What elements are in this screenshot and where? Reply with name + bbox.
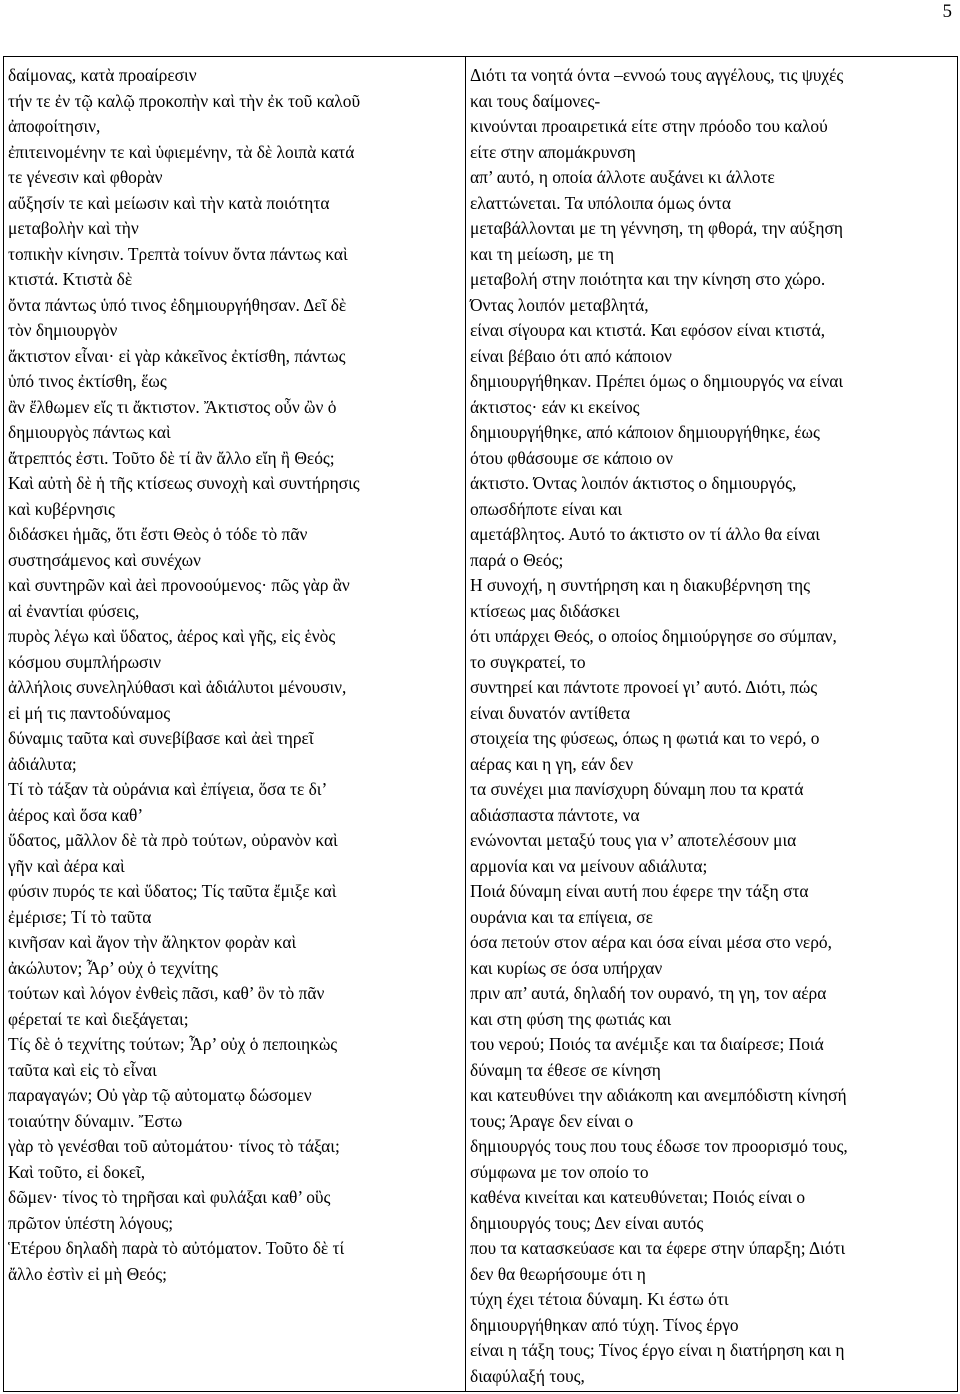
modern-text-line: κτίσεως μας διδάσκει — [470, 600, 620, 621]
ancient-text-line: δῶμεν· τίνος τὸ τηρῆσαι καὶ φυλάξαι καθ’ οὓς — [8, 1187, 331, 1207]
page-number: 5 — [942, 1, 952, 22]
modern-text-line: Όντας λοιπόν μεταβλητά, — [470, 294, 649, 315]
ancient-text-line: τε γένεσιν καὶ φθορὰν — [8, 167, 163, 187]
modern-text-line: απ’ αυτό, η οποία άλλοτε αυξάνει κι άλλοτε — [470, 167, 775, 187]
ancient-text-line: τήν τε ἐν τῷ καλῷ προκοπὴν καὶ τὴν ἐκ τοῦ καλοῦ — [8, 90, 361, 111]
ancient-text-line: πρῶτον ὑπέστη λόγους; — [8, 1212, 174, 1233]
ancient-greek-column — [4, 57, 466, 1391]
modern-text-line: δημιουργήθηκαν από τύχη. Τίνος έργο — [470, 1314, 739, 1335]
modern-text-line: πριν απ’ αυτά, δηλαδή τον ουρανό, τη γη, τον αέρα — [470, 983, 827, 1003]
ancient-text-line: μεταβολὴν καὶ τὴν — [8, 218, 139, 238]
modern-text-line: και τους δαίμονες- — [470, 90, 601, 111]
ancient-text-line: ἐμέρισε; Τί τὸ ταῦτα — [8, 906, 152, 927]
modern-text-line: αμετάβλητος. Αυτό το άκτιστο ον τί άλλο θα είναι — [470, 524, 820, 544]
ancient-text-line: Καὶ τοῦτο, εἰ δοκεῖ, — [8, 1161, 146, 1182]
modern-text-line: άκτιστο. Όντας λοιπόν άκτιστος ο δημιουργός, — [470, 473, 797, 493]
ancient-text-line: ἀδιάλυτα; — [8, 753, 77, 774]
ancient-text-line: εἰ μή τις παντοδύναμος — [8, 702, 171, 723]
modern-text-line: αδιάσπαστα πάντοτε, να — [470, 804, 640, 825]
ancient-text-line: ταῦτα καὶ εἰς τὸ εἶναι — [8, 1059, 157, 1080]
ancient-text-line: καὶ κυβέρνησις — [8, 498, 115, 519]
modern-text-line: Ποιά δύναμη είναι αυτή που έφερε την τάξη στα — [470, 881, 809, 901]
modern-text-line: μεταβολή στην ποιότητα και την κίνηση στο χώρο. — [470, 269, 826, 289]
ancient-text-line: τοιαύτην δύναμιν. Ἔστω — [8, 1110, 183, 1131]
modern-text-line: δημιουργήθηκαν. Πρέπει όμως ο δημιουργός να είναι — [470, 371, 843, 391]
modern-text-line: δύναμη τα έθεσε σε κίνηση — [470, 1059, 661, 1080]
ancient-text-line: ἀέρος καὶ ὅσα καθ’ — [8, 804, 144, 825]
modern-text-line: τα συνέχει μια πανίσχυρη δύναμη που τα κρατά — [470, 779, 804, 799]
modern-text-line: οπωσδήποτε είναι και — [470, 498, 623, 519]
ancient-text-line: Τίς δὲ ὁ τεχνίτης τούτων; Ἆρ’ οὐχ ὁ πεποιηκὼς — [8, 1034, 338, 1054]
modern-text-line: καθένα κινείται και κατευθύνεται; Ποιός είναι ο — [470, 1187, 806, 1207]
modern-text-line: συντηρεί και πάντοτε προνοεί γι’ αυτό. Διότι, πώς — [470, 677, 818, 697]
ancient-text-line: πυρὸς λέγω καὶ ὕδατος, ἀέρος καὶ γῆς, εἰς ἑνὸς — [8, 626, 336, 646]
modern-text-line: τύχη έχει τέτοια δύναμη. Κι έστω ότι — [470, 1289, 729, 1309]
modern-text-line: του νερού; Ποιός τα ανέμιξε και τα διαίρεσε; Ποιά — [470, 1034, 824, 1054]
modern-text-line: διαφύλαξή τους, — [470, 1365, 585, 1386]
ancient-text-line: ἄλλο ἐστὶν εἰ μὴ Θεός; — [8, 1263, 167, 1284]
ancient-text-line: ὑπό τινος ἐκτίσθη, ἕως — [8, 371, 167, 391]
ancient-text-line: τοπικὴν κίνησιν. Τρεπτὰ τοίνυν ὄντα πάντως καὶ — [8, 243, 348, 264]
modern-text-line: Διότι τα νοητά όντα –εννοώ τους αγγέλους, τις ψυχές — [470, 65, 844, 85]
modern-text-line: είναι η τάξη τους; Τίνος έργο είναι η διατήρηση και η — [470, 1340, 845, 1360]
ancient-text-line: δύναμις ταῦτα καὶ συνεβίβασε καὶ ἀεὶ τηρεῖ — [8, 728, 314, 748]
modern-text-line: ελαττώνεται. Τα υπόλοιπα όμως όντα — [470, 192, 731, 213]
modern-text-line: δημιουργήθηκε, από κάποιον δημιουργήθηκε, έως — [470, 422, 820, 442]
modern-text-line: άκτιστος· εάν κι εκείνος — [470, 396, 640, 417]
ancient-text-line: κινῆσαν καὶ ἄγον τὴν ἄληκτον φορὰν καὶ — [8, 932, 297, 952]
modern-text-line: Η συνοχή, η συντήρηση και η διακυβέρνηση της — [470, 575, 811, 595]
ancient-text-line: κτιστά. Κτιστὰ δὲ — [8, 269, 133, 289]
ancient-text-line: ἂν ἔλθωμεν εἴς τι ἄκτιστον. Ἄκτιστος οὖν ὢν ὁ — [8, 396, 337, 417]
modern-text-line: ουράνια και τα επίγεια, σε — [470, 906, 653, 927]
ancient-text-line: ὄντα πάντως ὑπό τινος ἐδημιουργήθησαν. Δεῖ δὲ — [8, 294, 347, 315]
modern-text-line: το συγκρατεί, το — [470, 651, 586, 672]
modern-text-line: κινούνται προαιρετικά είτε στην πρόοδο του καλού — [470, 116, 828, 136]
modern-text-line: ενώνονται μεταξύ τους για ν’ αποτελέσουν μια — [470, 830, 797, 850]
ancient-text-line: ἄκτιστον εἶναι· εἰ γὰρ κἀκεῖνος ἐκτίσθη, πάντως — [8, 345, 346, 366]
modern-text-line: και κατευθύνει την αδιάκοπη και ανεμπόδιστη κίνησή — [470, 1085, 847, 1105]
modern-text-line: είναι σίγουρα και κτιστά. Και εφόσον είναι κτιστά, — [470, 320, 826, 340]
modern-text-line: αέρας και η γη, εάν δεν — [470, 753, 634, 774]
modern-text-line: που τα κατασκεύασε και τα έφερε στην ύπαρξη; Διότι — [470, 1238, 846, 1258]
ancient-text-line: αὔξησίν τε καὶ μείωσιν καὶ τὴν κατὰ ποιότητα — [8, 192, 330, 213]
ancient-text-line: φύσιν πυρός τε καὶ ὕδατος; Τίς ταῦτα ἔμιξε καὶ — [8, 881, 337, 901]
ancient-text-line: δαίμονας, κατὰ προαίρεσιν — [8, 65, 197, 85]
ancient-text-line: γὰρ τὸ γενέσθαι τοῦ αὐτομάτου· τίνος τὸ τάξαι; — [8, 1136, 340, 1156]
ancient-text-line: ἐπιτεινομένην τε καὶ ὑφιεμένην, τὰ δὲ λοιπὰ κατά — [8, 141, 355, 162]
modern-text-line: μεταβάλλονται με τη γέννηση, τη φθορά, την αύξηση — [470, 218, 843, 238]
modern-greek-column — [466, 57, 957, 1391]
ancient-text-line: αἱ ἐναντίαι φύσεις, — [8, 600, 140, 621]
ancient-text-line: ἀκώλυτον; Ἆρ’ οὐχ ὁ τεχνίτης — [8, 957, 218, 978]
ancient-text-line: ἀλλήλοις συνεληλύθασι καὶ ἀδιάλυτοι μένουσιν, — [8, 677, 347, 697]
ancient-text-line: Τί τὸ τάξαν τὰ οὐράνια καὶ ἐπίγεια, ὅσα τε δι’ — [8, 779, 328, 799]
modern-text-line: παρά ο Θεός; — [470, 549, 564, 570]
modern-text-line: ότι υπάρχει Θεός, ο οποίος δημιούργησε σο σύμπαν, — [470, 626, 837, 646]
modern-text-line: και τη μείωση, με τη — [470, 243, 615, 264]
ancient-text-line: Καὶ αὐτὴ δὲ ἡ τῆς κτίσεως συνοχὴ καὶ συντήρησις — [8, 473, 360, 493]
modern-text-line: αρμονία και να μείνουν αδιάλυτα; — [470, 855, 708, 876]
modern-text-line: είναι βέβαιο ότι από κάποιον — [470, 345, 672, 366]
ancient-text-line: κόσμου συμπλήρωσιν — [8, 651, 161, 672]
modern-text-line: και στη φύση της φωτιάς και — [470, 1008, 672, 1029]
modern-text-line: είτε στην απομάκρυνση — [470, 141, 636, 162]
ancient-text-line: τούτων καὶ λόγον ἐνθεὶς πᾶσι, καθ’ ὃν τὸ πᾶν — [8, 983, 325, 1003]
modern-text-line: ότου φθάσουμε σε κάποιο ον — [470, 447, 673, 468]
modern-text-line: όσα πετούν στον αέρα και όσα είναι μέσα στο νερό, — [470, 932, 832, 952]
modern-text-line: δημιουργός τους; Δεν είναι αυτός — [470, 1212, 704, 1233]
modern-text-line: τους; Άραγε δεν είναι ο — [470, 1110, 634, 1131]
ancient-text-line: συστησάμενος καὶ συνέχων — [8, 549, 201, 570]
ancient-text-line: ἄτρεπτός ἐστι. Τοῦτο δὲ τί ἂν ἄλλο εἴη ἢ Θεός; — [8, 447, 335, 468]
modern-text-line: είναι δυνατόν αντίθετα — [470, 702, 631, 723]
ancient-text-line: ἀποφοίτησιν, — [8, 116, 101, 136]
ancient-text-line: γῆν καὶ ἀέρα καὶ — [8, 855, 125, 876]
ancient-text-line: παραγαγών; Οὐ γὰρ τῷ αὐτοματῳ δώσομεν — [8, 1085, 312, 1105]
ancient-text-line: φέρεταί τε καὶ διεξάγεται; — [8, 1008, 189, 1029]
modern-text-line: δημιουργός τους που τους έδωσε τον προορισμό τους, — [470, 1136, 848, 1156]
ancient-text-line: ὕδατος, μᾶλλον δὲ τὰ πρὸ τούτων, οὐρανὸν καὶ — [8, 830, 338, 850]
ancient-text-line: καὶ συντηρῶν καὶ ἀεὶ προνοούμενος· πῶς γὰρ ἂν — [8, 575, 350, 595]
modern-text-line: σύμφωνα με τον οποίο το — [470, 1161, 649, 1182]
ancient-text-line: δημιουργὸς πάντως καὶ — [8, 422, 171, 442]
ancient-text-line: διδάσκει ἡμᾶς, ὅτι ἔστι Θεὸς ὁ τόδε τὸ πᾶν — [8, 524, 308, 544]
modern-text-line: στοιχεία της φύσεως, όπως η φωτιά και το νερό, ο — [470, 728, 820, 748]
ancient-text-line: τὸν δημιουργὸν — [8, 320, 118, 340]
ancient-text-line: Ἑτέρου δηλαδὴ παρὰ τὸ αὐτόματον. Τοῦτο δὲ τί — [8, 1238, 345, 1258]
modern-text-line: δεν θα θεωρήσουμε ότι η — [470, 1263, 646, 1284]
modern-text-line: και κυρίως σε όσα υπήρχαν — [470, 957, 663, 978]
parallel-text-table — [3, 56, 958, 1392]
